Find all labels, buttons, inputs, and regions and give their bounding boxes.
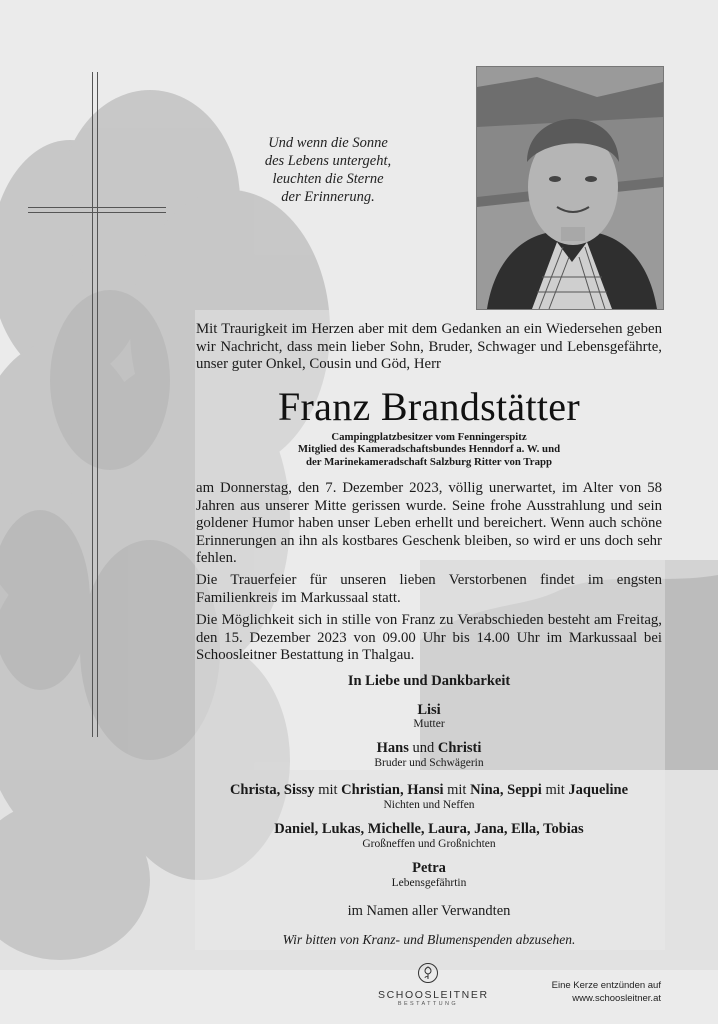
mother-role: Mutter <box>413 718 445 730</box>
farewell-paragraph: Die Möglichkeit sich in stille von Franz zu Verabschieden besteht am Freitag, den 15. Dezember 2023 von 09.00 Uhr bis 14.00 Uhr im Markussaal bei Schoosleitner Bestattung in Thalgau. <box>196 612 662 664</box>
niece-group: Christa, Sissy <box>229 782 315 798</box>
logo-brand: SCHOOSLEITNER <box>378 989 489 1001</box>
niece-group: Jaqueline <box>568 782 629 798</box>
logo-subtitle: BESTATTUNG <box>397 1001 459 1007</box>
connector: mit <box>443 782 471 798</box>
siblings-names <box>196 740 662 757</box>
memorial-quote <box>238 134 418 206</box>
role-line: Campingplatzbesitzer vom Fenningerspitz <box>331 431 527 443</box>
intro-text: Mit Traurigkeit im Herzen aber mit dem Gedanken an ein Wiedersehen geben wir Nachricht, dass mein lieber Sohn, Bruder, Schwager und Lebensgefährte, unser guter Onkel, Cousin und Göd, Herr <box>196 321 662 373</box>
candle-link[interactable]: www.schoosleitner.at <box>572 992 661 1004</box>
connector: mit <box>314 782 342 798</box>
portrait-photo <box>476 66 664 310</box>
candle-note <box>520 980 661 1005</box>
siblings-role: Bruder und Schwägerin <box>374 757 484 769</box>
niece-group: Nina, Seppi <box>470 782 542 798</box>
funeral-home-logo <box>378 962 489 1007</box>
grand-role: Großneffen und Großnichten <box>362 838 496 850</box>
candle-text: Eine Kerze entzünden auf <box>551 980 661 991</box>
mourners-heading: In Liebe und Dankbarkeit <box>347 673 511 689</box>
niece-group: Christian, Hansi <box>341 782 444 798</box>
sibling-name: Hans <box>376 740 409 756</box>
sibling-name: Christi <box>437 740 482 756</box>
role-line: der Marinekameradschaft Salzburg Ritter von Trapp <box>305 455 553 468</box>
grand-names: Daniel, Lukas, Michelle, Laura, Jana, Ella, Tobias <box>274 821 584 837</box>
connector: mit <box>541 782 569 798</box>
partner-role: Lebensgefährtin <box>391 877 467 889</box>
mother-name: Lisi <box>417 702 441 718</box>
role-line: Mitglied des Kameradschaftsbundes Henndorf a. W. und <box>297 443 561 456</box>
rose-logo-icon <box>417 962 439 984</box>
quote-line: Und wenn die Sonne <box>268 135 388 151</box>
death-notice-paragraph: am Donnerstag, den 7. Dezember 2023, völlig unerwartet, im Alter von 58 Jahren aus unserer Mitte gerissen wurde. Seine frohe Ausstrahlung und sein goldener Humor haben unser Leben erhellt und bereichert. Wenn auch schöne Erinnerungen an ihn als kostbares Geschenk bleiben, so wird er uns doch sehr fehlen. <box>196 480 662 567</box>
deceased-roles <box>196 431 662 468</box>
closing-note: Wir bitten von Kranz- und Blumenspenden abzusehen. <box>282 932 576 947</box>
quote-line: der Erinnerung. <box>281 189 375 205</box>
quote-line: leuchten die Sterne <box>272 171 384 187</box>
quote-line: des Lebens untergeht, <box>264 153 392 169</box>
partner-name: Petra <box>412 860 446 876</box>
nieces-role: Nichten und Neffen <box>383 799 475 811</box>
deceased-name: Franz Brandstätter <box>278 384 580 429</box>
sibling-connector: und <box>408 740 438 756</box>
funeral-paragraph: Die Trauerfeier für unseren lieben Verstorbenen findet im engsten Familienkreis im Markussaal statt. <box>196 572 662 606</box>
nieces-names <box>196 782 662 799</box>
relatives-line: im Namen aller Verwandten <box>347 903 511 919</box>
